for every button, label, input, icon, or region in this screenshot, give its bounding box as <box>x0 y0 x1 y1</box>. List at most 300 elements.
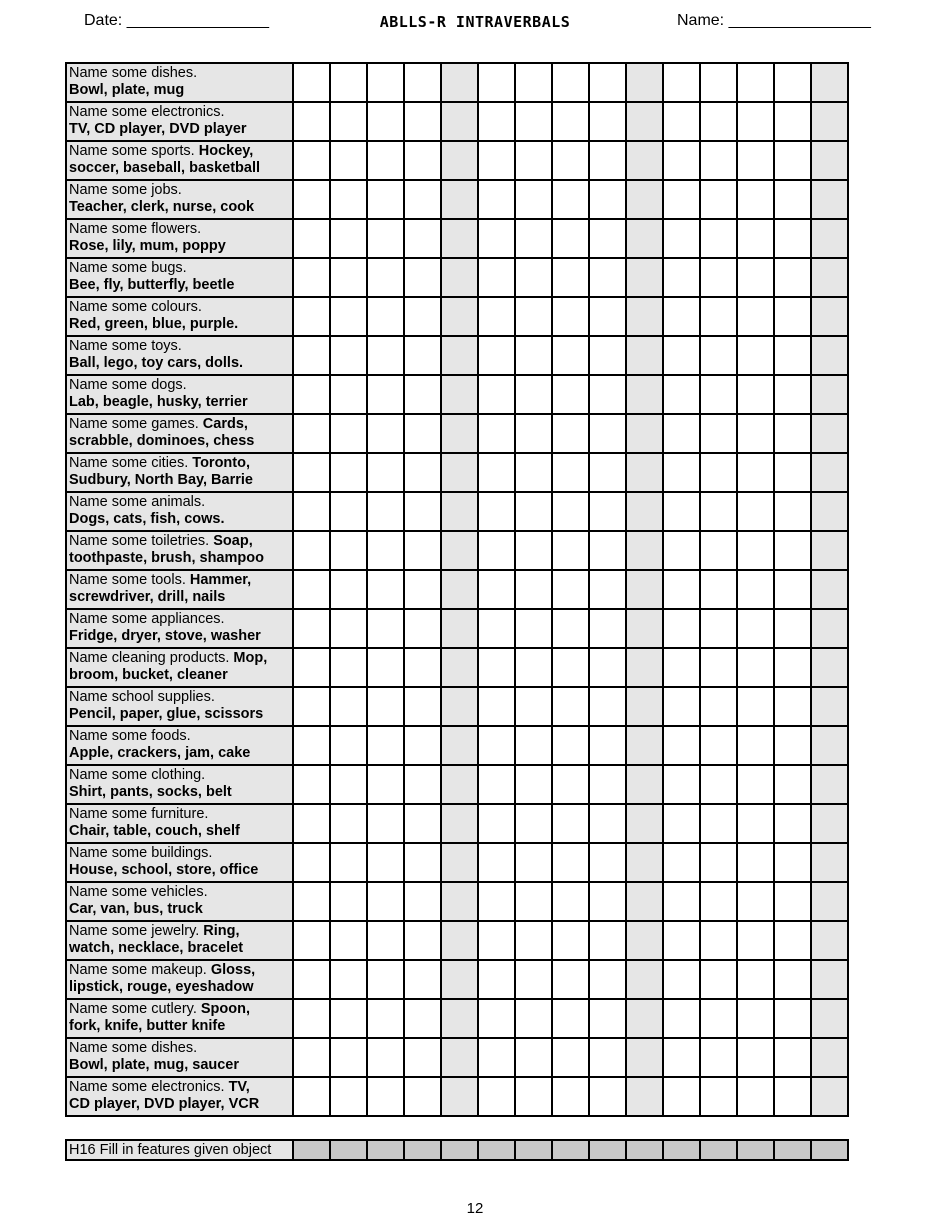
trial-cell[interactable] <box>404 63 441 102</box>
trial-cell[interactable] <box>441 570 478 609</box>
trial-cell[interactable] <box>404 453 441 492</box>
trial-cell[interactable] <box>478 414 515 453</box>
trial-cell[interactable] <box>700 1038 737 1077</box>
trial-cell[interactable] <box>663 453 700 492</box>
trial-cell[interactable] <box>811 999 848 1038</box>
trial-cell[interactable] <box>700 219 737 258</box>
trial-cell[interactable] <box>404 414 441 453</box>
trial-cell[interactable] <box>700 804 737 843</box>
trial-cell[interactable] <box>330 765 367 804</box>
trial-cell[interactable] <box>293 375 330 414</box>
trial-cell[interactable] <box>626 531 663 570</box>
trial-cell[interactable] <box>774 1038 811 1077</box>
trial-cell[interactable] <box>774 453 811 492</box>
trial-cell[interactable] <box>515 375 552 414</box>
trial-cell[interactable] <box>663 102 700 141</box>
trial-cell[interactable] <box>552 258 589 297</box>
trial-cell[interactable] <box>330 492 367 531</box>
trial-cell[interactable] <box>811 453 848 492</box>
trial-cell[interactable] <box>811 336 848 375</box>
trial-cell[interactable] <box>774 492 811 531</box>
trial-cell[interactable] <box>774 609 811 648</box>
trial-cell[interactable] <box>367 804 404 843</box>
trial-cell[interactable] <box>811 258 848 297</box>
trial-cell[interactable] <box>515 648 552 687</box>
trial-cell[interactable] <box>367 63 404 102</box>
trial-cell[interactable] <box>367 1077 404 1116</box>
trial-cell[interactable] <box>441 531 478 570</box>
trial-cell[interactable] <box>737 375 774 414</box>
trial-cell[interactable] <box>404 1077 441 1116</box>
trial-cell[interactable] <box>663 804 700 843</box>
trial-cell[interactable] <box>478 492 515 531</box>
trial-cell[interactable] <box>441 180 478 219</box>
trial-cell[interactable] <box>367 102 404 141</box>
trial-cell[interactable] <box>589 1077 626 1116</box>
trial-cell[interactable] <box>589 843 626 882</box>
trial-cell[interactable] <box>552 765 589 804</box>
trial-cell[interactable] <box>330 843 367 882</box>
trial-cell[interactable] <box>293 453 330 492</box>
trial-cell[interactable] <box>515 414 552 453</box>
trial-cell[interactable] <box>330 63 367 102</box>
trial-cell[interactable] <box>404 882 441 921</box>
trial-cell[interactable] <box>663 726 700 765</box>
trial-cell[interactable] <box>441 141 478 180</box>
trial-cell[interactable] <box>626 648 663 687</box>
trial-cell[interactable] <box>293 297 330 336</box>
trial-cell[interactable] <box>626 960 663 999</box>
trial-cell[interactable] <box>293 687 330 726</box>
trial-cell[interactable] <box>626 492 663 531</box>
trial-cell[interactable] <box>441 336 478 375</box>
trial-cell[interactable] <box>700 297 737 336</box>
trial-cell[interactable] <box>478 648 515 687</box>
trial-cell[interactable] <box>330 1038 367 1077</box>
trial-cell[interactable] <box>552 180 589 219</box>
trial-cell[interactable] <box>737 648 774 687</box>
trial-cell[interactable] <box>478 258 515 297</box>
trial-cell[interactable] <box>700 375 737 414</box>
trial-cell[interactable] <box>552 726 589 765</box>
trial-cell[interactable] <box>441 804 478 843</box>
trial-cell[interactable] <box>441 1077 478 1116</box>
trial-cell[interactable] <box>367 531 404 570</box>
trial-cell[interactable] <box>737 960 774 999</box>
trial-cell[interactable] <box>589 726 626 765</box>
trial-cell[interactable] <box>367 219 404 258</box>
trial-cell[interactable] <box>626 102 663 141</box>
trial-cell[interactable] <box>774 102 811 141</box>
trial-cell[interactable] <box>367 609 404 648</box>
trial-cell[interactable] <box>552 648 589 687</box>
trial-cell[interactable] <box>293 648 330 687</box>
trial-cell[interactable] <box>293 1038 330 1077</box>
trial-cell[interactable] <box>811 414 848 453</box>
trial-cell[interactable] <box>811 102 848 141</box>
trial-cell[interactable] <box>441 609 478 648</box>
trial-cell[interactable] <box>663 921 700 960</box>
trial-cell[interactable] <box>552 336 589 375</box>
trial-cell[interactable] <box>330 921 367 960</box>
trial-cell[interactable] <box>774 843 811 882</box>
trial-cell[interactable] <box>404 570 441 609</box>
trial-cell[interactable] <box>737 453 774 492</box>
trial-cell[interactable] <box>293 102 330 141</box>
trial-cell[interactable] <box>293 336 330 375</box>
trial-cell[interactable] <box>589 180 626 219</box>
trial-cell[interactable] <box>700 687 737 726</box>
trial-cell[interactable] <box>330 570 367 609</box>
trial-cell[interactable] <box>811 687 848 726</box>
trial-cell[interactable] <box>737 726 774 765</box>
trial-cell[interactable] <box>441 102 478 141</box>
trial-cell[interactable] <box>774 804 811 843</box>
trial-cell[interactable] <box>774 219 811 258</box>
trial-cell[interactable] <box>367 258 404 297</box>
trial-cell[interactable] <box>663 882 700 921</box>
trial-cell[interactable] <box>367 1038 404 1077</box>
trial-cell[interactable] <box>774 960 811 999</box>
trial-cell[interactable] <box>737 219 774 258</box>
trial-cell[interactable] <box>441 726 478 765</box>
trial-cell[interactable] <box>700 960 737 999</box>
trial-cell[interactable] <box>478 882 515 921</box>
trial-cell[interactable] <box>293 180 330 219</box>
trial-cell[interactable] <box>663 141 700 180</box>
trial-cell[interactable] <box>737 765 774 804</box>
trial-cell[interactable] <box>293 414 330 453</box>
trial-cell[interactable] <box>663 219 700 258</box>
trial-cell[interactable] <box>774 180 811 219</box>
date-field[interactable]: Date: ________________ <box>84 12 270 29</box>
trial-cell[interactable] <box>663 999 700 1038</box>
trial-cell[interactable] <box>478 609 515 648</box>
trial-cell[interactable] <box>811 921 848 960</box>
trial-cell[interactable] <box>737 882 774 921</box>
trial-cell[interactable] <box>700 843 737 882</box>
trial-cell[interactable] <box>737 1077 774 1116</box>
trial-cell[interactable] <box>700 726 737 765</box>
trial-cell[interactable] <box>774 531 811 570</box>
trial-cell[interactable] <box>515 453 552 492</box>
trial-cell[interactable] <box>774 1077 811 1116</box>
trial-cell[interactable] <box>700 102 737 141</box>
trial-cell[interactable] <box>293 960 330 999</box>
trial-cell[interactable] <box>737 999 774 1038</box>
trial-cell[interactable] <box>626 1077 663 1116</box>
trial-cell[interactable] <box>589 999 626 1038</box>
trial-cell[interactable] <box>367 570 404 609</box>
trial-cell[interactable] <box>589 336 626 375</box>
trial-cell[interactable] <box>515 570 552 609</box>
trial-cell[interactable] <box>293 258 330 297</box>
trial-cell[interactable] <box>737 609 774 648</box>
trial-cell[interactable] <box>589 921 626 960</box>
trial-cell[interactable] <box>700 999 737 1038</box>
trial-cell[interactable] <box>663 687 700 726</box>
trial-cell[interactable] <box>737 297 774 336</box>
trial-cell[interactable] <box>811 1038 848 1077</box>
trial-cell[interactable] <box>700 570 737 609</box>
trial-cell[interactable] <box>515 921 552 960</box>
trial-cell[interactable] <box>478 219 515 258</box>
trial-cell[interactable] <box>515 180 552 219</box>
trial-cell[interactable] <box>330 258 367 297</box>
trial-cell[interactable] <box>441 648 478 687</box>
trial-cell[interactable] <box>293 765 330 804</box>
trial-cell[interactable] <box>774 336 811 375</box>
trial-cell[interactable] <box>700 609 737 648</box>
trial-cell[interactable] <box>626 63 663 102</box>
trial-cell[interactable] <box>552 453 589 492</box>
trial-cell[interactable] <box>737 843 774 882</box>
trial-cell[interactable] <box>404 999 441 1038</box>
trial-cell[interactable] <box>293 1077 330 1116</box>
trial-cell[interactable] <box>700 336 737 375</box>
trial-cell[interactable] <box>293 141 330 180</box>
trial-cell[interactable] <box>589 804 626 843</box>
trial-cell[interactable] <box>478 375 515 414</box>
trial-cell[interactable] <box>552 570 589 609</box>
trial-cell[interactable] <box>367 882 404 921</box>
trial-cell[interactable] <box>330 336 367 375</box>
trial-cell[interactable] <box>293 804 330 843</box>
trial-cell[interactable] <box>737 336 774 375</box>
trial-cell[interactable] <box>737 492 774 531</box>
trial-cell[interactable] <box>552 531 589 570</box>
trial-cell[interactable] <box>293 726 330 765</box>
trial-cell[interactable] <box>589 219 626 258</box>
trial-cell[interactable] <box>478 1038 515 1077</box>
trial-cell[interactable] <box>663 375 700 414</box>
trial-cell[interactable] <box>774 375 811 414</box>
trial-cell[interactable] <box>700 492 737 531</box>
trial-cell[interactable] <box>626 882 663 921</box>
trial-cell[interactable] <box>478 687 515 726</box>
trial-cell[interactable] <box>515 258 552 297</box>
trial-cell[interactable] <box>478 297 515 336</box>
trial-cell[interactable] <box>737 687 774 726</box>
trial-cell[interactable] <box>478 765 515 804</box>
trial-cell[interactable] <box>552 102 589 141</box>
trial-cell[interactable] <box>663 492 700 531</box>
trial-cell[interactable] <box>404 180 441 219</box>
trial-cell[interactable] <box>737 804 774 843</box>
trial-cell[interactable] <box>626 375 663 414</box>
trial-cell[interactable] <box>774 999 811 1038</box>
trial-cell[interactable] <box>367 141 404 180</box>
trial-cell[interactable] <box>811 882 848 921</box>
trial-cell[interactable] <box>626 141 663 180</box>
trial-cell[interactable] <box>552 1077 589 1116</box>
trial-cell[interactable] <box>515 726 552 765</box>
trial-cell[interactable] <box>663 414 700 453</box>
trial-cell[interactable] <box>293 999 330 1038</box>
trial-cell[interactable] <box>404 765 441 804</box>
trial-cell[interactable] <box>552 375 589 414</box>
trial-cell[interactable] <box>404 141 441 180</box>
trial-cell[interactable] <box>811 765 848 804</box>
trial-cell[interactable] <box>626 219 663 258</box>
trial-cell[interactable] <box>330 1077 367 1116</box>
trial-cell[interactable] <box>589 531 626 570</box>
trial-cell[interactable] <box>626 570 663 609</box>
trial-cell[interactable] <box>404 921 441 960</box>
trial-cell[interactable] <box>330 297 367 336</box>
trial-cell[interactable] <box>774 765 811 804</box>
trial-cell[interactable] <box>293 921 330 960</box>
trial-cell[interactable] <box>626 297 663 336</box>
trial-cell[interactable] <box>700 1077 737 1116</box>
trial-cell[interactable] <box>515 804 552 843</box>
trial-cell[interactable] <box>700 141 737 180</box>
trial-cell[interactable] <box>774 882 811 921</box>
trial-cell[interactable] <box>552 843 589 882</box>
trial-cell[interactable] <box>774 141 811 180</box>
trial-cell[interactable] <box>589 63 626 102</box>
trial-cell[interactable] <box>404 219 441 258</box>
trial-cell[interactable] <box>737 921 774 960</box>
trial-cell[interactable] <box>330 180 367 219</box>
trial-cell[interactable] <box>441 258 478 297</box>
trial-cell[interactable] <box>330 141 367 180</box>
trial-cell[interactable] <box>552 960 589 999</box>
trial-cell[interactable] <box>737 1038 774 1077</box>
trial-cell[interactable] <box>404 375 441 414</box>
trial-cell[interactable] <box>515 219 552 258</box>
trial-cell[interactable] <box>330 648 367 687</box>
trial-cell[interactable] <box>663 765 700 804</box>
trial-cell[interactable] <box>700 921 737 960</box>
trial-cell[interactable] <box>330 960 367 999</box>
trial-cell[interactable] <box>811 1077 848 1116</box>
trial-cell[interactable] <box>293 609 330 648</box>
trial-cell[interactable] <box>552 414 589 453</box>
trial-cell[interactable] <box>663 336 700 375</box>
trial-cell[interactable] <box>478 726 515 765</box>
trial-cell[interactable] <box>441 453 478 492</box>
trial-cell[interactable] <box>626 453 663 492</box>
trial-cell[interactable] <box>478 999 515 1038</box>
trial-cell[interactable] <box>774 63 811 102</box>
trial-cell[interactable] <box>330 453 367 492</box>
trial-cell[interactable] <box>811 141 848 180</box>
trial-cell[interactable] <box>404 960 441 999</box>
trial-cell[interactable] <box>626 843 663 882</box>
trial-cell[interactable] <box>404 297 441 336</box>
trial-cell[interactable] <box>552 492 589 531</box>
trial-cell[interactable] <box>626 726 663 765</box>
trial-cell[interactable] <box>626 609 663 648</box>
trial-cell[interactable] <box>589 1038 626 1077</box>
name-field[interactable]: Name: ________________ <box>677 12 871 29</box>
trial-cell[interactable] <box>478 531 515 570</box>
trial-cell[interactable] <box>441 687 478 726</box>
trial-cell[interactable] <box>811 297 848 336</box>
trial-cell[interactable] <box>626 687 663 726</box>
trial-cell[interactable] <box>589 960 626 999</box>
trial-cell[interactable] <box>663 63 700 102</box>
trial-cell[interactable] <box>515 102 552 141</box>
trial-cell[interactable] <box>700 453 737 492</box>
trial-cell[interactable] <box>626 765 663 804</box>
trial-cell[interactable] <box>515 531 552 570</box>
trial-cell[interactable] <box>663 1077 700 1116</box>
trial-cell[interactable] <box>478 804 515 843</box>
trial-cell[interactable] <box>478 453 515 492</box>
trial-cell[interactable] <box>700 648 737 687</box>
trial-cell[interactable] <box>404 492 441 531</box>
trial-cell[interactable] <box>737 63 774 102</box>
trial-cell[interactable] <box>293 882 330 921</box>
trial-cell[interactable] <box>330 609 367 648</box>
trial-cell[interactable] <box>293 219 330 258</box>
trial-cell[interactable] <box>552 804 589 843</box>
trial-cell[interactable] <box>367 921 404 960</box>
trial-cell[interactable] <box>737 258 774 297</box>
trial-cell[interactable] <box>737 414 774 453</box>
trial-cell[interactable] <box>626 804 663 843</box>
trial-cell[interactable] <box>404 336 441 375</box>
trial-cell[interactable] <box>700 180 737 219</box>
trial-cell[interactable] <box>404 804 441 843</box>
trial-cell[interactable] <box>478 336 515 375</box>
trial-cell[interactable] <box>663 258 700 297</box>
trial-cell[interactable] <box>330 531 367 570</box>
trial-cell[interactable] <box>293 570 330 609</box>
trial-cell[interactable] <box>700 414 737 453</box>
trial-cell[interactable] <box>478 960 515 999</box>
trial-cell[interactable] <box>737 570 774 609</box>
trial-cell[interactable] <box>330 219 367 258</box>
trial-cell[interactable] <box>811 726 848 765</box>
trial-cell[interactable] <box>663 960 700 999</box>
trial-cell[interactable] <box>441 414 478 453</box>
trial-cell[interactable] <box>441 1038 478 1077</box>
trial-cell[interactable] <box>441 492 478 531</box>
trial-cell[interactable] <box>404 843 441 882</box>
trial-cell[interactable] <box>515 336 552 375</box>
trial-cell[interactable] <box>515 843 552 882</box>
trial-cell[interactable] <box>774 297 811 336</box>
trial-cell[interactable] <box>515 687 552 726</box>
trial-cell[interactable] <box>811 960 848 999</box>
trial-cell[interactable] <box>626 258 663 297</box>
trial-cell[interactable] <box>367 843 404 882</box>
trial-cell[interactable] <box>811 843 848 882</box>
trial-cell[interactable] <box>589 141 626 180</box>
trial-cell[interactable] <box>330 726 367 765</box>
trial-cell[interactable] <box>774 258 811 297</box>
trial-cell[interactable] <box>330 414 367 453</box>
trial-cell[interactable] <box>626 1038 663 1077</box>
trial-cell[interactable] <box>589 102 626 141</box>
trial-cell[interactable] <box>515 1038 552 1077</box>
trial-cell[interactable] <box>478 1077 515 1116</box>
trial-cell[interactable] <box>367 297 404 336</box>
trial-cell[interactable] <box>663 843 700 882</box>
trial-cell[interactable] <box>441 219 478 258</box>
trial-cell[interactable] <box>774 921 811 960</box>
trial-cell[interactable] <box>515 63 552 102</box>
trial-cell[interactable] <box>330 375 367 414</box>
trial-cell[interactable] <box>663 180 700 219</box>
trial-cell[interactable] <box>589 648 626 687</box>
trial-cell[interactable] <box>552 219 589 258</box>
trial-cell[interactable] <box>589 882 626 921</box>
trial-cell[interactable] <box>441 999 478 1038</box>
